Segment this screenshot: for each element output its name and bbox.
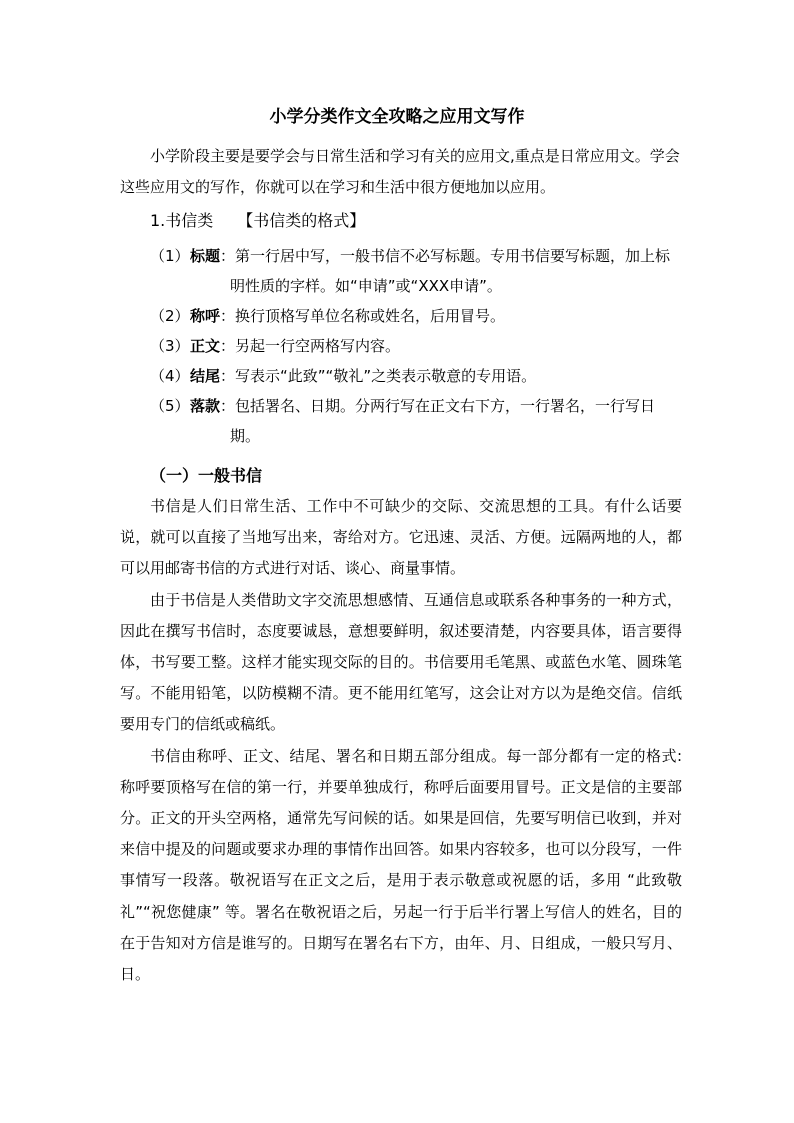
body-text	[120, 491, 682, 990]
intro-paragraph: 小学阶段主要是要学会与日常生活和学习有关的应用文,重点是日常应用文。学会这些应用文的写作，你就可以在学习和生活中很方便地加以应用。	[120, 147, 680, 196]
item-term: 落款	[190, 397, 221, 415]
item-text: ：第一行居中写，一般书信不必写标题。专用书信要写标题，加上标明性质的字样。如“申请”或“XXX申请”。	[220, 247, 671, 295]
item-text: ：包括署名、日期。分两行写在正文右下方，一行署名，一行写日期。	[220, 397, 656, 445]
item-number: （5）	[150, 397, 190, 415]
body-paragraph: 由于书信是人类借助文字交流思想感情、互通信息或联系各种事务的一种方式，因此在撰写书信时，态度要诚恳，意想要鲜明，叙述要清楚，内容要具体，语言要得体，书写要工整。这样才能实现交际的目的。书信要用毛笔黑、或蓝色水笔、圆珠笔写。不能用铅笔，以防模糊不清。更不能用红笔写，这会让对方以为是绝交信。信纸要用专门的信纸或稿纸。	[120, 590, 682, 734]
item-term: 结尾	[190, 367, 221, 385]
format-item	[150, 331, 682, 361]
item-text: ：换行顶格写单位名称或姓名，后用冒号。	[220, 307, 506, 325]
item-text: ：另起一行空两格写内容。	[220, 337, 401, 355]
item-number: （2）	[150, 307, 190, 325]
item-number: （4）	[150, 367, 190, 385]
format-item	[150, 391, 682, 451]
body-paragraph: 书信是人们日常生活、工作中不可缺少的交际、交流思想的工具。有什么话要说，就可以直接了当地写出来，寄给对方。它迅速、灵活、方便。远隔两地的人，都可以用邮寄书信的方式进行对话、谈心、商量事情。	[120, 497, 682, 578]
document-title: 小学分类作文全攻略之应用文写作	[269, 107, 525, 127]
subsection-heading: （一）一般书信	[150, 466, 263, 485]
section-title: 【书信类的格式】	[237, 211, 366, 230]
format-list	[150, 241, 682, 451]
format-item	[150, 241, 682, 301]
section-number: 1.书信类	[150, 211, 214, 230]
item-term: 正文	[190, 337, 221, 355]
item-number: （1）	[150, 247, 190, 265]
item-number: （3）	[150, 337, 190, 355]
format-item	[150, 361, 682, 391]
body-paragraph: 书信由称呼、正文、结尾、署名和日期五部分组成。每一部分都有一定的格式: 称呼要顶格写在信的第一行，并要单独成行，称呼后面要用冒号。正文是信的主要部分。正文的开头空两格，通常先写问候的话。如果是回信，先要写明信已收到，并对来信中提及的问题或要求办理的事情作出回答。如果内容较多，也可以分段写，一件事情写一段落。敬祝语写在正文之后，是用于表示敬意或祝愿的话，多用 “此致敬礼”“祝您健康” 等。署名在敬祝语之后，另起一行于后半行署上写信人的姓名，目的在于告知对方信是谁写的。日期写在署名右下方，由年、月、日组成，一般只写月、日。	[120, 746, 682, 984]
item-term: 标题	[190, 247, 221, 265]
item-term: 称呼	[190, 307, 221, 325]
section-heading	[150, 206, 365, 236]
item-text: ：写表示“此致”“敬礼”之类表示敬意的专用语。	[220, 367, 537, 385]
format-item	[150, 301, 682, 331]
